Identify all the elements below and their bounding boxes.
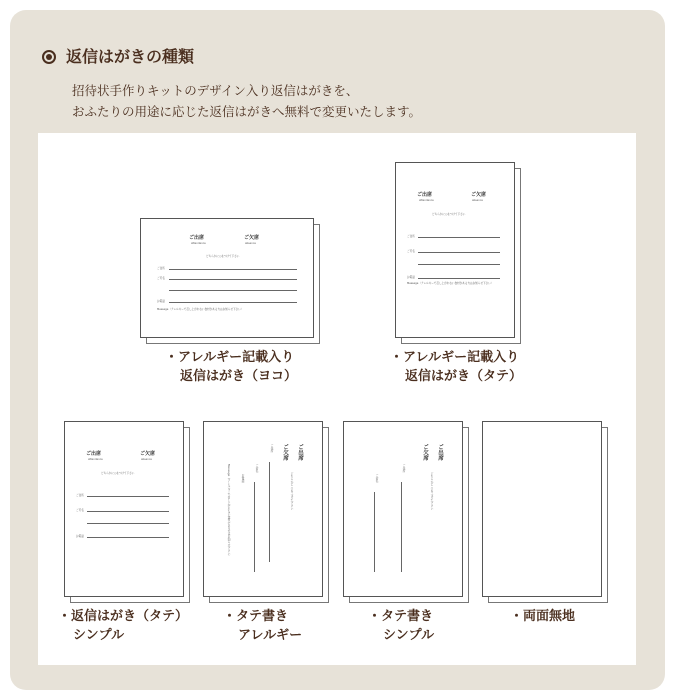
option-label-allergy-yoko: ・アレルギー記載入り 返信はがき（ヨコ）: [165, 350, 298, 384]
postcard-vertical-allergy: [203, 421, 329, 603]
section-title: 返信はがきの種類: [42, 44, 194, 67]
sheet-front: [482, 421, 602, 597]
sheet-front: ご出席 ご欠席 どちらかに○をつけて下さい ご住所 ご芳名: [343, 421, 463, 597]
option-label-vertical-simple: ・タテ書き シンプル: [368, 609, 435, 643]
option-label-blank: ・両面無地: [510, 609, 576, 624]
sheet-front: ご出席 ご欠席 attendance absence どちらかに○をつけて下さい ご住所 ご芳名 お電話 Message（アレルギーで召し上がれない食材がある方はお知らせ下さい）: [395, 162, 515, 338]
section-description: 招待状手作りキットのデザイン入り返信はがきを、 おふたりの用途に応じた返信はがきへ無料で変更いたします。: [72, 83, 422, 119]
option-label-allergy-tate: ・アレルギー記載入り 返信はがき（タテ）: [390, 350, 523, 384]
postcard-allergy-yoko: [140, 218, 320, 348]
sheet-front: ご出席 ご欠席 どちらかに○をつけて下さい ご住所 ご芳名 お電話 Message（アレルギーで召し上がれない食材がある方はお知らせ下さい）: [203, 421, 323, 597]
bullseye-icon: [42, 50, 56, 64]
option-label-vertical-allergy: ・タテ書き アレルギー: [223, 609, 303, 643]
sheet-front: ご出席 ご欠席 attendance absence どちらかに○をつけて下さい ご住所 ご芳名 お電話 Message（アレルギーで召し上がれない食材がある方はお知らせ下さい）: [140, 218, 314, 338]
option-label-simple-tate: ・返信はがき（タテ） シンプル: [58, 609, 189, 643]
postcard-allergy-tate: [395, 162, 521, 344]
postcard-vertical-simple: [343, 421, 469, 603]
postcard-blank: [482, 421, 608, 603]
sheet-front: ご出席 ご欠席 attendance absence どちらかに○をつけて下さい ご住所 ご芳名 お電話: [64, 421, 184, 597]
postcard-simple-tate: [64, 421, 190, 603]
